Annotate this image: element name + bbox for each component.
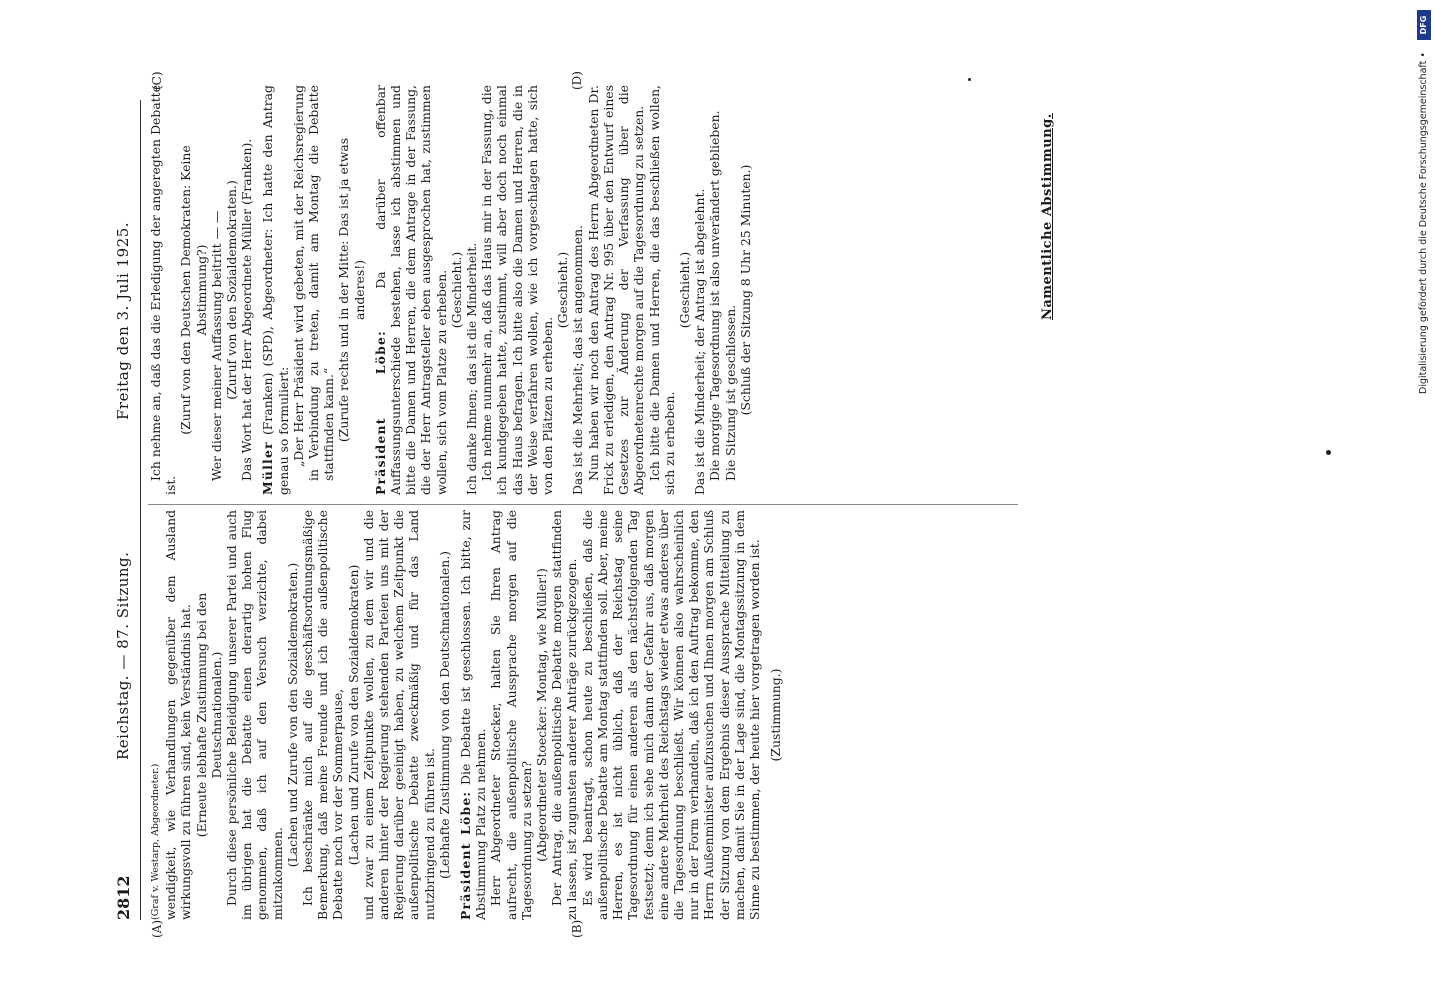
notice-text: Digitalisierung gefördert durch die Deutsche Forschungsgemeinschaft • xyxy=(1418,52,1429,394)
speech-text: (Franken) (SPD), Abgeordneter: Ich hatte den Antrag genau so formuliert: xyxy=(260,85,291,495)
interjection: (Lachen und Zurufe von den Sozialdemokraten) xyxy=(345,564,361,866)
interjection: (Geschieht.) xyxy=(448,251,464,329)
paragraph: Ich bitte die Damen und Herren, die das beschließen wollen, sich zu erheben. xyxy=(646,85,677,495)
paragraph: Ich beschränke mich auf die geschäftsordnungsmäßige Bemerkung, daß meine Freunde und ich die außenpolitische Debatte noch vor der Sommerpause, xyxy=(300,510,346,920)
interjection: (Zurufe rechts und in der Mitte: Das ist ja etwas anderes!) xyxy=(336,137,367,443)
speaker-paragraph xyxy=(260,85,290,495)
interjection: (Lebhafte Zustimmung von den Deutschnationalen.) xyxy=(436,551,452,880)
interjection: (Erneute lebhafte Zustimmung bei den Deutschnationalen.) xyxy=(193,592,224,838)
interjection: (Zuruf von den Deutschen Demokraten: Keine Abstimmung?) xyxy=(178,145,209,435)
paragraph: wendigkeit, wie Verhandlungen gegenüber dem Ausland wirkungsvoll zu führen sind, kein Verständnis hat. xyxy=(163,510,194,920)
paragraph: Ich danke Ihnen; das ist die Minderheit. xyxy=(464,242,480,495)
paragraph: Der Antrag, die außenpolitische Debatte morgen stattfinden zu lassen, ist zugunsten anderer Anträge zurückgezogen. xyxy=(549,510,580,920)
interjection: (Zuruf von den Sozialdemokraten.) xyxy=(224,180,240,400)
margin-marker-c: (C) xyxy=(150,71,164,90)
speaker-name: Präsident Löbe: xyxy=(372,330,388,495)
quoted-motion: „Der Herr Präsident wird gebeten, mit der Reichsregierung in Verbindung zu treten, damit am Montag die Debatte stattfinden kann.“ xyxy=(290,85,337,481)
margin-marker-b: (B) xyxy=(570,919,584,938)
right-column xyxy=(148,85,753,495)
margin-marker-a: (A) xyxy=(150,919,164,938)
paragraph: Es wird beantragt, schon heute zu beschließen, daß die außenpolitische Debatte am Montag stattfinden soll. Aber, meine Herren, es ist nicht üblich, daß der Reichstag seine Tagesordnung für einen anderen als den nächstfolgenden Tag festsetzt; denn ich sehe mich dann der Gefahr aus, daß morgen eine andere Mehrheit des Reichstags wieder etwas anderes über die Tagesordnung beschließt. Wir können also wahrscheinlich nur in der Form verhandeln, daß ich den Auftrag bekomme, den Herrn Außenminister aufzusuchen und Ihnen morgen am Schluß der Sitzung von dem Ergebnis dieser Aussprache Mitteilung zu machen, damit Sie in der Lage sind, die Montagssitzung in dem Sinne zu bestimmen, der heute hier vorgetragen worden ist. xyxy=(579,510,762,920)
paragraph: Herr Abgeordneter Stoecker, halten Sie Ihren Antrag aufrecht, die außenpolitische Aussprache morgen auf die Tagesordnung zu setzen? xyxy=(488,510,534,920)
interjection: (Zustimmung.) xyxy=(768,668,784,762)
column-separator xyxy=(148,504,1018,505)
paragraph: und zwar zu einem Zeitpunkte wollen, zu dem wir und die anderen hinter der Regierung stehenden Parteien uns mit der Regierung darüber geeinigt haben, zu welchem Zeitpunkt die außenpolitische Debatte zweckmäßig und für das Land nutzbringend zu führen ist. xyxy=(360,510,437,920)
interjection: (Geschieht.) xyxy=(676,251,692,329)
interjection: (Abgeordneter Stoecker: Montag, wie Müller!) xyxy=(534,568,550,862)
paragraph: Wer dieser meiner Auffassung beitritt — — xyxy=(208,210,224,481)
paragraph: Das ist die Mehrheit; das ist angenommen. xyxy=(570,225,586,495)
speaker-paragraph xyxy=(373,85,449,495)
interjection: (Geschieht.) xyxy=(555,251,571,329)
dfg-logo: DFG xyxy=(1417,10,1431,40)
margin-marker-d: (D) xyxy=(570,71,584,90)
scan-speck xyxy=(1326,450,1331,455)
paragraph: Das ist die Minderheit; der Antrag ist abgelehnt. xyxy=(692,188,708,495)
page-number: 2812 xyxy=(114,875,133,920)
paragraph: Durch diese persönliche Beleidigung unserer Partei und auch im übrigen hat die Debatte einen derartig hohen Flug genommen, daß ich auf den Versuch verzichte, dabei mitzukommen. xyxy=(224,510,285,920)
scan-speck xyxy=(968,78,971,81)
paragraph: Nun haben wir noch den Antrag des Herrn Abgeordneten Dr. Frick zu erledigen, den Antrag Nr. 995 über den Entwurf eines Gesetzes zur Änderung der Verfassung über die Abgeordnetenrechte morgen auf die Tagesordnung zu setzen. xyxy=(585,85,647,495)
paragraph: Das Wort hat der Herr Abgeordnete Müller (Franken). xyxy=(239,138,255,481)
paragraph: Die morgige Tagesordnung ist also unverändert geblieben. xyxy=(707,110,723,481)
speaker-intro: (Graf v. Westarp, Abgeordneter.) xyxy=(150,763,161,920)
paragraph: Die Sitzung ist geschlossen. xyxy=(722,304,738,481)
header-rule xyxy=(140,100,141,920)
rotated-page-content xyxy=(110,0,1070,1000)
paragraph: Ich nehme an, daß das die Erledigung der angeregten Debatte ist. xyxy=(148,85,179,495)
digitization-notice xyxy=(1418,0,1432,1000)
interjection: (Lachen und Zurufe von den Sozialdemokraten.) xyxy=(284,562,300,868)
left-column xyxy=(148,510,783,920)
session-end-note: (Schluß der Sitzung 8 Uhr 25 Minuten.) xyxy=(737,164,753,416)
header-date: Freitag den 3. Juli 1925. xyxy=(114,221,132,420)
speaker-paragraph xyxy=(458,510,488,920)
page-header xyxy=(110,100,140,920)
speech-text: Da darüber offenbar Auffassungsunterschiede bestehen, lasse ich abstimmen und bitte die Damen und Herren, die dem Antrage in der Fassung, die der Herr Antragsteller eben ausgesprochen hat, zustimmen wollen, sich vom Platze zu erheben. xyxy=(372,85,449,495)
speaker-name: Präsident Löbe: xyxy=(458,790,474,920)
roll-call-heading: Namentliche Abstimmung. xyxy=(1040,113,1055,320)
speaker-name: Müller xyxy=(260,441,276,495)
speech-text: Die Debatte ist geschlossen. Ich bitte, zur Abstimmung Platz zu nehmen. xyxy=(458,510,489,920)
paragraph: Ich nehme nunmehr an, daß das Haus mir in der Fassung, die ich kundgegeben hatte, zustimmt, will aber doch noch einmal das Haus befragen. Ich bitte also die Damen und Herren, die in der Weise verfahren wollen, wie ich vorgeschlagen hatte, sich von den Plätzen zu erheben. xyxy=(479,85,556,495)
header-session: Reichstag. — 87. Sitzung. xyxy=(114,551,132,760)
